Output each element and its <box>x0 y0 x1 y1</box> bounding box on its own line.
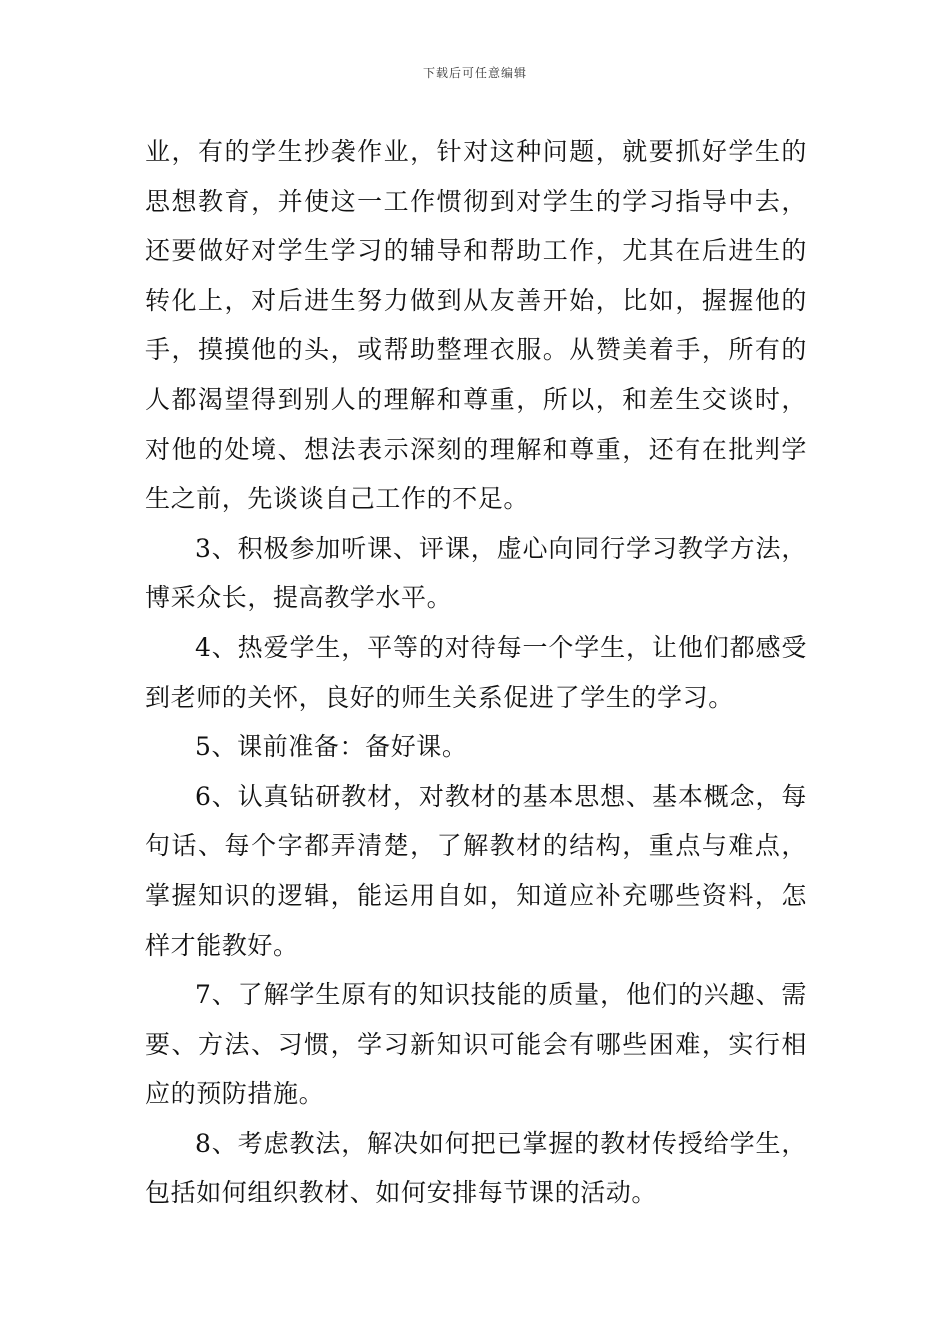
paragraph-item-3: 3、积极参加听课、评课，虚心向同行学习教学方法，博采众长，提高教学水平。 <box>145 533 807 613</box>
document-body <box>145 127 807 1218</box>
paragraph-item-4: 4、热爱学生，平等的对待每一个学生，让他们都感受到老师的关怀，良好的师生关系促进了学生的学习。 <box>145 632 807 712</box>
paragraph-item-7: 7、了解学生原有的知识技能的质量，他们的兴趣、需要、方法、习惯，学习新知识可能会有哪些困难，实行相应的预防措施。 <box>145 980 807 1109</box>
page-header-note: 下载后可任意编辑 <box>422 66 527 80</box>
paragraph-item-6: 6、认真钻研教材，对教材的基本思想、基本概念，每句话、每个字都弄清楚，了解教材的结构，重点与难点，掌握知识的逻辑，能运用自如，知道应补充哪些资料，怎样才能教好。 <box>145 781 807 960</box>
paragraph-continuation: 业，有的学生抄袭作业，针对这种问题，就要抓好学生的思想教育，并使这一工作惯彻到对学生的学习指导中去，还要做好对学生学习的辅导和帮助工作，尤其在后进生的转化上，对后进生努力做到从友善开始，比如，握握他的手，摸摸他的头，或帮助整理衣服。从赞美着手，所有的人都渴望得到别人的理解和尊重，所以，和差生交谈时，对他的处境、想法表示深刻的理解和尊重，还有在批判学生之前，先谈谈自己工作的不足。 <box>145 137 807 514</box>
paragraph-item-8: 8、考虑教法，解决如何把已掌握的教材传授给学生，包括如何组织教材、如何安排每节课的活动。 <box>145 1128 807 1208</box>
paragraph-item-5: 5、课前准备：备好课。 <box>195 732 468 762</box>
